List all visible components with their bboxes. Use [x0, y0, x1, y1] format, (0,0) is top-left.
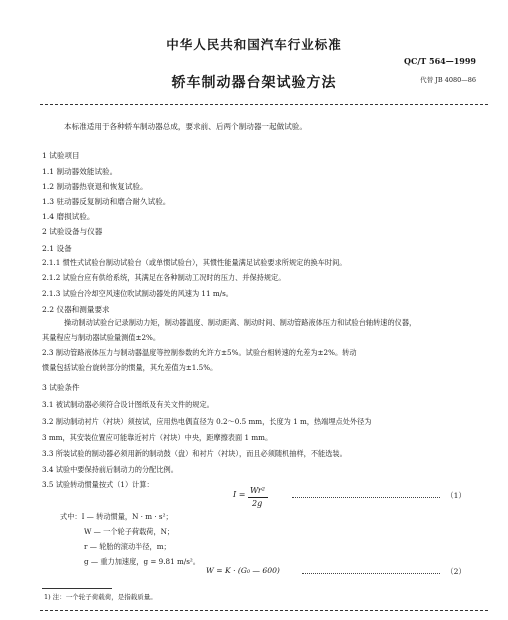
clause-3-3: 3.3 所装试验的制动器必须用新的制动鼓（盘）和衬片（衬块），而且必须随机抽样，不能选装。 — [42, 449, 347, 458]
formula-1-fraction-bar — [248, 497, 268, 498]
clause-3-2-para-1: 3.2 制动制动衬片（衬块）须按试，应用热电偶直径为 0.2～0.5 mm，长度为 1 m，热端埋点处外径为 — [42, 417, 372, 426]
where-line-1: 式中：I — 转动惯量，N · m · s²； — [60, 512, 173, 521]
clause-3-5: 3.5 试验转动惯量按式（1）计算： — [42, 480, 154, 489]
formula-1-leader — [292, 497, 440, 498]
section-2: 2 试验设备与仪器 — [42, 227, 103, 236]
clause-2-2-para-2: 其量程应与制动器试验量测值±2%。 — [42, 333, 161, 342]
org-title: 中华人民共和国汽车行业标准 — [166, 37, 342, 52]
where-line-3: r — 轮胎的滚动半径，m； — [84, 542, 171, 551]
clause-2-1: 2.1 设备 — [42, 244, 72, 253]
clause-2-2-para-1: 操动制动试验台记录制动力矩，制动器温度、制动距离、制动时间、制动管路液体压力和试验台轴转速的仪器， — [64, 318, 417, 327]
section-3: 3 试验条件 — [42, 383, 80, 392]
clause-2-1-2: 2.1.2 试验台应有供给系统，其满足在各种制动工况时的压力、并保持规定。 — [42, 273, 286, 282]
header-rule — [40, 104, 488, 105]
clause-2-1-1: 2.1.1 惯性式试验台制动试验台（或单惯试验台），其惯性能量满足试验要求所规定的换车时间。 — [42, 258, 347, 267]
footnote: 1) 注：一个轮子荷载荷，是指载质量。 — [44, 593, 157, 601]
formula-2: W = K · (G₀ — 600) — [206, 566, 280, 575]
formula-2-number: （2） — [446, 567, 467, 576]
clause-2-3-para-1: 2.3 制动管路液体压力与制动器温度等控制参数的允许方±5%。试验台相转速的允差为±2%。转动 — [42, 348, 357, 357]
where-line-2: W — 一个轮子荷载荷，N； — [84, 527, 175, 536]
formula-1-number: （1） — [446, 491, 467, 500]
clause-2-3-para-2: 惯量包括试验台旋转部分的惯量，其允差值为±1.5%。 — [42, 363, 218, 372]
clause-1-2: 1.2 制动器热衰退和恢复试验。 — [42, 182, 148, 191]
clause-1-4: 1.4 磨损试验。 — [42, 212, 95, 221]
clause-2-2: 2.2 仪器和测量要求 — [42, 305, 110, 314]
formula-1-denominator: 2g — [252, 499, 263, 508]
footer-rule — [40, 610, 488, 611]
section-1: 1 试验项目 — [42, 151, 80, 160]
clause-1-3: 1.3 驻动器反复制动和磨合耐久试验。 — [42, 197, 171, 206]
document-title: 轿车制动器台架试验方法 — [171, 75, 337, 91]
footnote-rule — [42, 588, 112, 589]
formula-1-lhs: I = — [233, 490, 246, 499]
clause-3-4: 3.4 试验中要保持前后制动力的分配比例。 — [42, 465, 178, 474]
clause-1-1: 1.1 制动器效能试验。 — [42, 167, 118, 176]
formula-1-numerator: Wr² — [250, 486, 265, 495]
clause-3-1: 3.1 被试制动器必须符合设计图纸及有关文件的规定。 — [42, 400, 214, 409]
standard-number: QC/T 564—1999 — [404, 56, 476, 66]
replaces-note: 代替 JB 4080—86 — [420, 76, 476, 84]
formula-2-leader — [302, 573, 440, 574]
where-line-4: g — 重力加速度，g = 9.81 m/s²。 — [84, 557, 200, 566]
intro-paragraph: 本标准适用于各种轿车制动器总成，要求前、后两个制动器一起做试验。 — [64, 122, 307, 131]
clause-2-1-3: 2.1.3 试验台冷却空风速位吹试制动器处的风速为 11 m/s。 — [42, 289, 233, 298]
clause-3-2-para-2: 3 mm，其安装位置应可能靠近衬片（衬块）中央，距摩擦表面 1 mm。 — [42, 433, 273, 442]
